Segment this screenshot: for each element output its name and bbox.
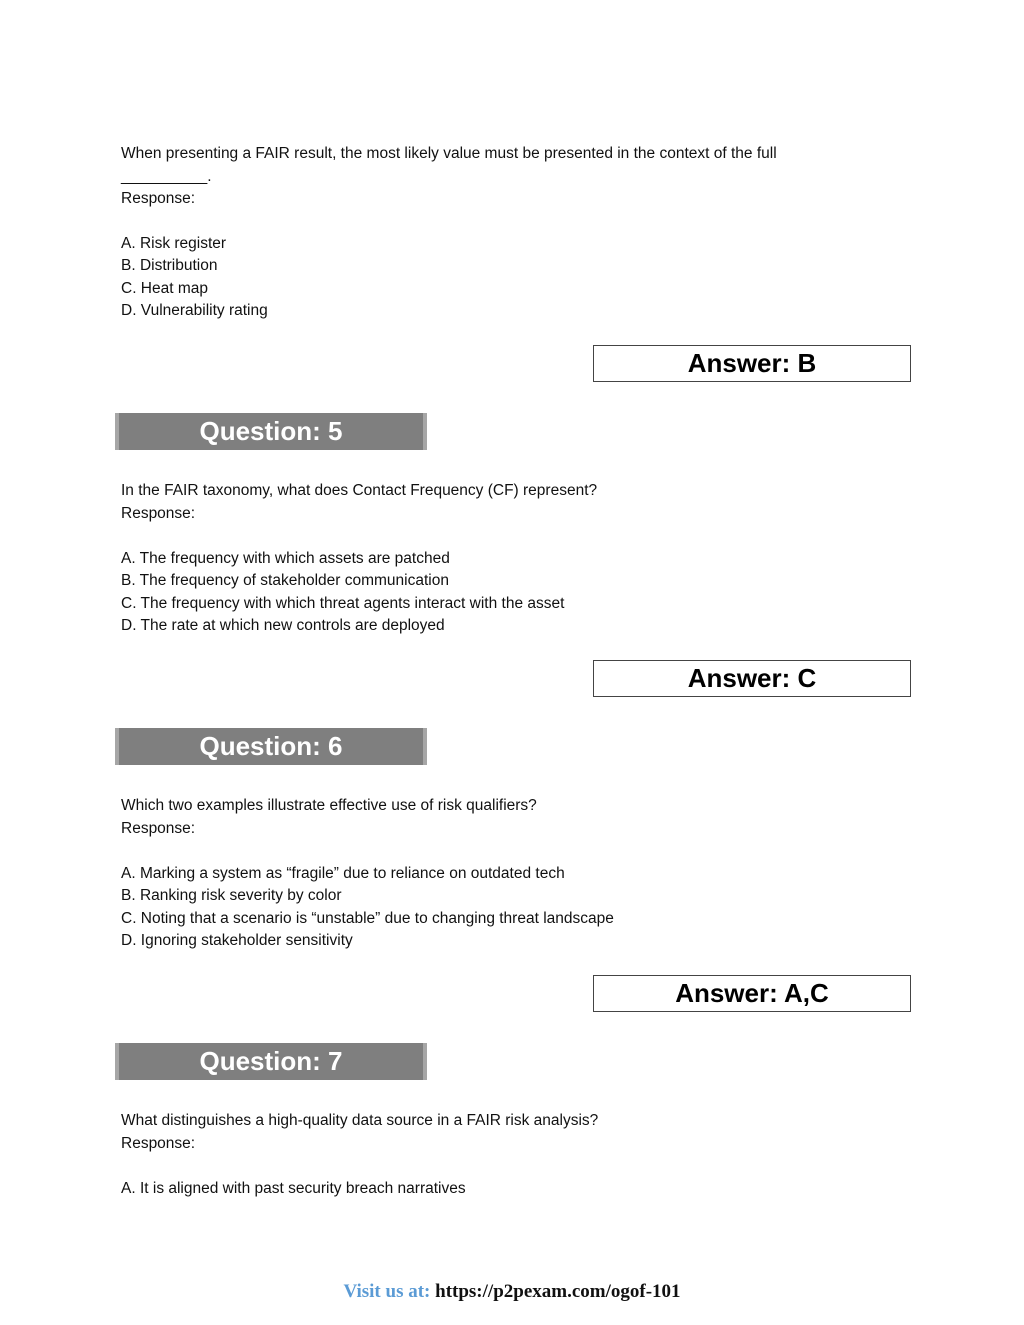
question-header: Question: 6 xyxy=(115,728,427,765)
option-d: D. Ignoring stakeholder sensitivity xyxy=(121,932,353,949)
option-a: A. Marking a system as “fragile” due to reliance on outdated tech xyxy=(121,865,565,882)
option-c: C. Heat map xyxy=(121,280,209,297)
option-d: D. Vulnerability rating xyxy=(121,302,268,319)
option-c: C. The frequency with which threat agents interact with the asset xyxy=(121,595,565,612)
option-c: C. Noting that a scenario is “unstable” due to changing threat landscape xyxy=(121,910,614,927)
option-a: A. Risk register xyxy=(121,235,227,252)
question-header: Question: 5 xyxy=(115,413,427,450)
option-d: D. The rate at which new controls are deployed xyxy=(121,617,445,634)
page-footer xyxy=(0,1281,1024,1303)
option-a: A. The frequency with which assets are patched xyxy=(121,550,450,567)
answer-box: Answer: A,C xyxy=(593,975,911,1012)
question-blank: __________. xyxy=(121,168,212,185)
option-b: B. The frequency of stakeholder communication xyxy=(121,572,449,589)
question-text: In the FAIR taxonomy, what does Contact Frequency (CF) represent? xyxy=(121,482,598,499)
question-header: Question: 7 xyxy=(115,1043,427,1080)
option-b: B. Ranking risk severity by color xyxy=(121,887,342,904)
question-text: What distinguishes a high-quality data source in a FAIR risk analysis? xyxy=(121,1112,599,1129)
footer-url-link[interactable]: https://p2pexam.com/ogof-101 xyxy=(435,1281,681,1302)
option-b: B. Distribution xyxy=(121,257,218,274)
response-label: Response: xyxy=(121,505,196,522)
response-label: Response: xyxy=(121,1135,196,1152)
option-a: A. It is aligned with past security breach narratives xyxy=(121,1180,466,1197)
question-text: Which two examples illustrate effective use of risk qualifiers? xyxy=(121,797,537,814)
answer-box: Answer: B xyxy=(593,345,911,382)
response-label: Response: xyxy=(121,190,196,207)
visit-label: Visit us at: xyxy=(343,1281,431,1302)
response-label: Response: xyxy=(121,820,196,837)
question-text: When presenting a FAIR result, the most likely value must be presented in the context of the full xyxy=(121,145,777,162)
answer-box: Answer: C xyxy=(593,660,911,697)
